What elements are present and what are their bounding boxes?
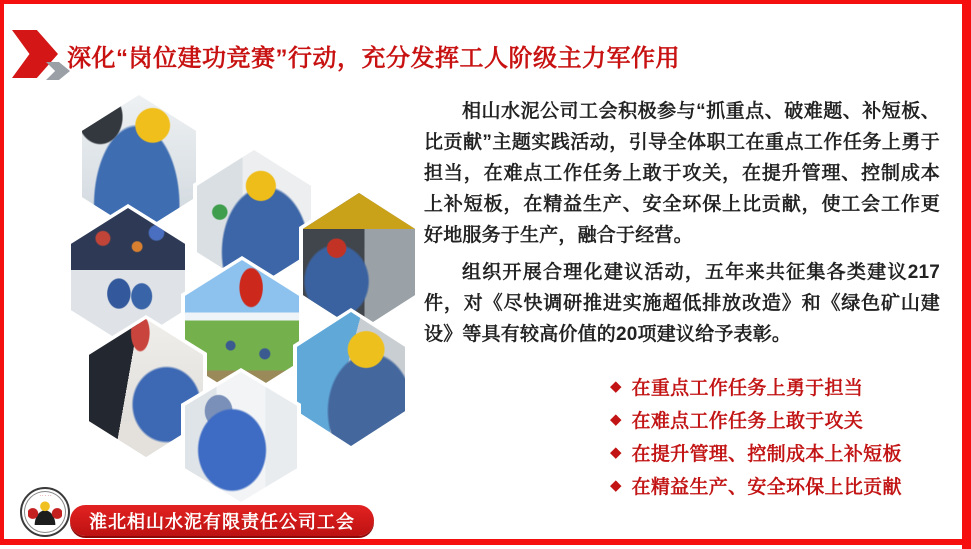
highlight-bullets xyxy=(610,370,902,502)
bullet-item xyxy=(610,436,902,469)
logo-emblem-icon xyxy=(28,501,62,525)
body-text xyxy=(424,96,940,350)
diamond-icon: ◆ xyxy=(610,477,622,494)
bullet-label: 在提升管理、控制成本上补短板 xyxy=(631,444,902,465)
slide-title: 深化“岗位建功竞赛”行动，充分发挥工人阶级主力军作用 xyxy=(67,45,680,72)
bullet-item xyxy=(610,469,902,502)
union-name-banner xyxy=(70,505,374,536)
diamond-icon: ◆ xyxy=(610,378,622,395)
slide-border-right-bar xyxy=(962,0,971,549)
photo-hex-worker-portrait xyxy=(293,308,409,450)
paragraph-1: 相山水泥公司工会积极参与“抓重点、破难题、补短板、比贡献”主题实践活动，引导全体职工在重点工作任务上勇于担当，在难点工作任务上敢于攻关，在提升管理、控制成本上补短板，在精益生产、安全环保上比贡献，使工会工作更好地服务于生产，融合于经营。 xyxy=(424,101,940,246)
diamond-icon: ◆ xyxy=(610,444,622,461)
union-name: 淮北相山水泥有限责任公司工会 xyxy=(89,511,355,532)
company-logo xyxy=(20,487,70,537)
logo-arc-text: ····· xyxy=(39,493,53,499)
bullet-label: 在难点工作任务上敢于攻关 xyxy=(631,411,864,432)
photo-collage xyxy=(0,0,440,549)
diamond-icon: ◆ xyxy=(610,411,622,428)
bullet-label: 在重点工作任务上勇于担当 xyxy=(631,378,864,399)
bullet-label: 在精益生产、安全环保上比贡献 xyxy=(631,477,902,498)
bullet-item xyxy=(610,403,902,436)
bullet-item xyxy=(610,370,902,403)
paragraph-2: 组织开展合理化建议活动，五年来共征集各类建议217件，对《尽快调研推进实施超低排放改造》和《绿色矿山建设》等具有较高价值的20项建议给予表彰。 xyxy=(424,262,940,345)
